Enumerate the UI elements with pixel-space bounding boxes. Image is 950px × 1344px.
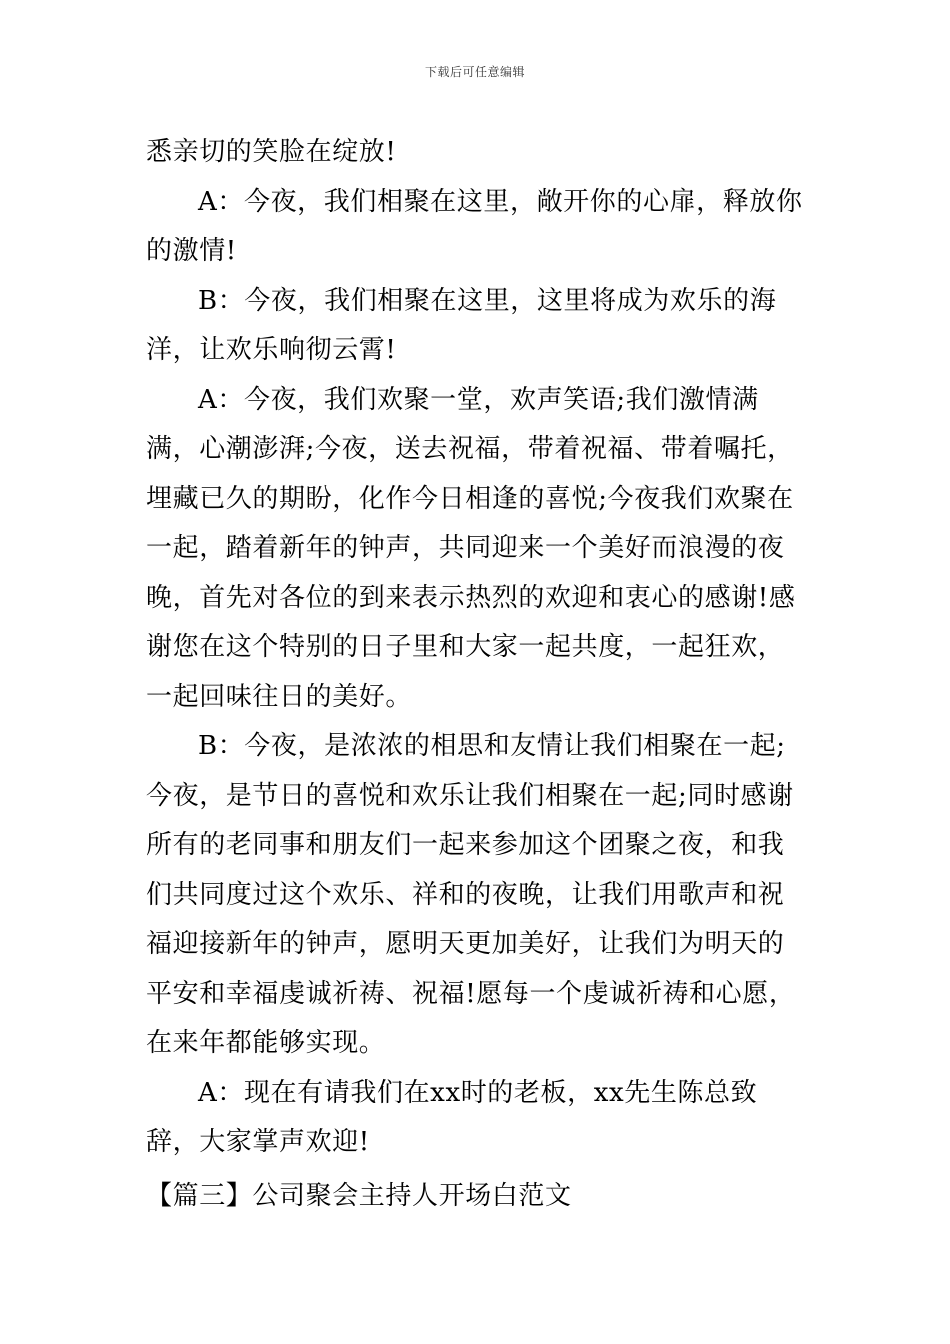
paragraph-1: 悉亲切的笑脸在绽放! bbox=[146, 137, 397, 167]
page-header-note: 下载后可任意编辑 bbox=[424, 65, 525, 79]
paragraph-2: A：今夜，我们相聚在这里，敞开你的心扉，释放你的激情! bbox=[146, 186, 803, 266]
paragraph-4: A：今夜，我们欢聚一堂，欢声笑语;我们激情满满，心潮澎湃;今夜，送去祝福，带着祝福、带着嘱托，埋藏已久的期盼，化作今日相逢的喜悦;今夜我们欢聚在一起，踏着新年的钟声，共同迎来一个美好而浪漫的夜晚，首先对各位的到来表示热烈的欢迎和衷心的感谢!感谢您在这个特别的日子里和大家一起共度，一起狂欢，一起回味往日的美好。 bbox=[146, 384, 796, 712]
paragraph-3: B：今夜，我们相聚在这里，这里将成为欢乐的海洋，让欢乐响彻云霄! bbox=[146, 285, 777, 365]
section-heading: 【篇三】公司聚会主持人开场白范文 bbox=[146, 1181, 572, 1211]
document-body bbox=[146, 128, 808, 1168]
paragraph-5: B：今夜，是浓浓的相思和友情让我们相聚在一起;今夜，是节日的喜悦和欢乐让我们相聚在一起;同时感谢所有的老同事和朋友们一起来参加这个团聚之夜，和我们共同度过这个欢乐、祥和的夜晚，让我们用歌声和祝福迎接新年的钟声，愿明天更加美好，让我们为明天的平安和幸福虔诚祈祷、祝福!愿每一个虔诚祈祷和心愿，在来年都能够实现。 bbox=[146, 731, 796, 1058]
paragraph-6: A：现在有请我们在xx时的老板，xx先生陈总致辞，大家掌声欢迎! bbox=[146, 1077, 758, 1157]
